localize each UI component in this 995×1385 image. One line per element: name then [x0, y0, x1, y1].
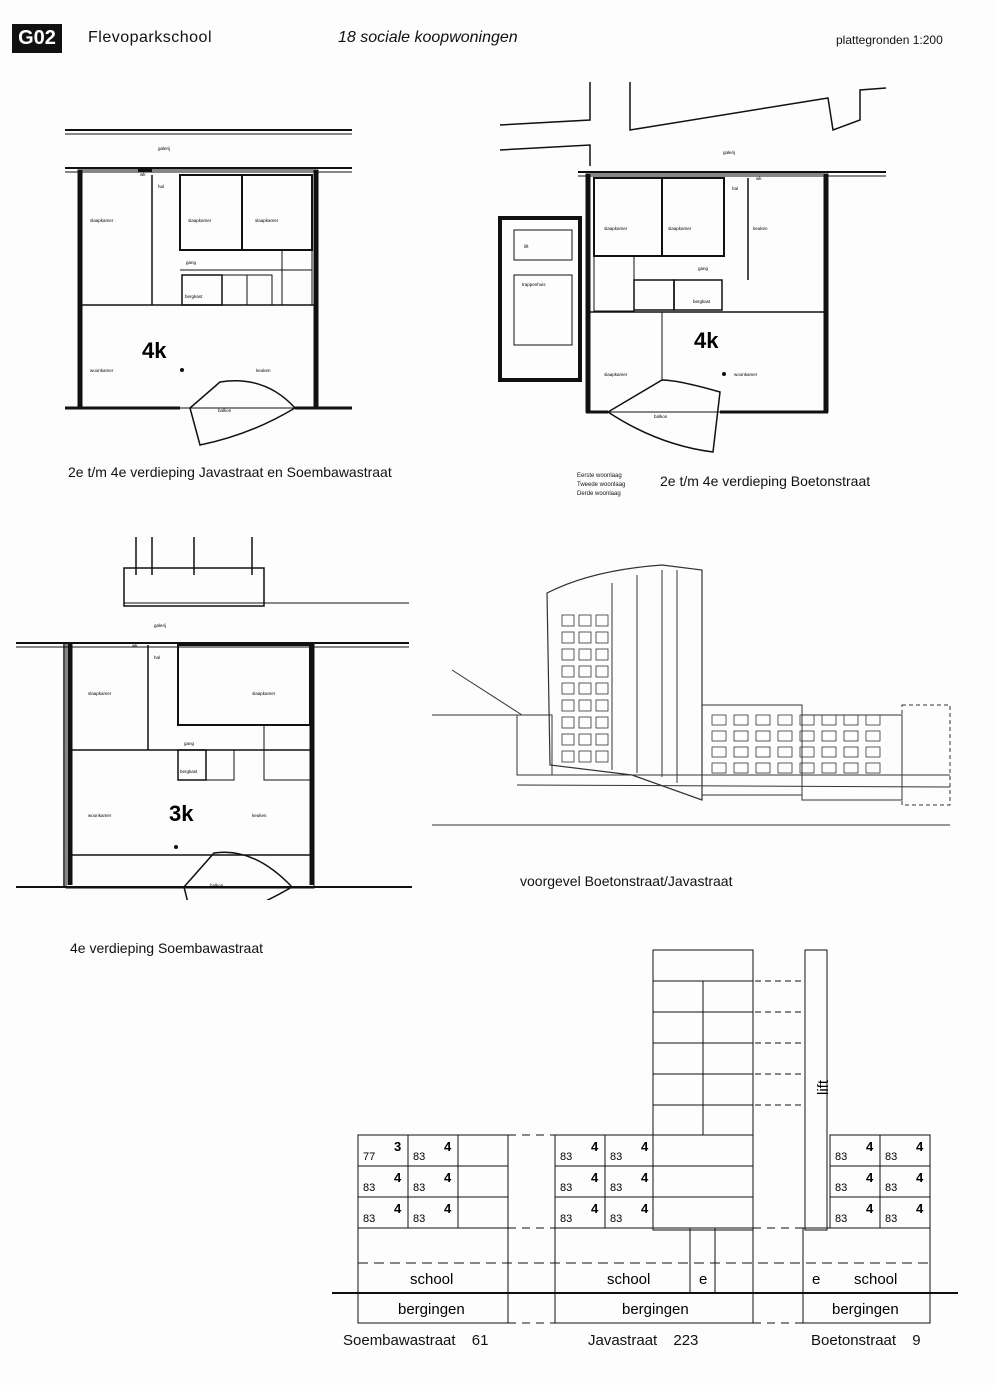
unit-rooms-boeton: 4 [916, 1201, 924, 1216]
facade-window [822, 747, 836, 757]
floor-plan-soembawastraat [14, 535, 414, 900]
facade-window [579, 649, 591, 660]
unit-area-soembawa: 77 [363, 1151, 376, 1163]
label-lift-b: lift [524, 244, 529, 249]
facade-window [866, 715, 880, 725]
label-slaapkamer-c1: slaapkamer [88, 691, 112, 696]
unit-area-soembawa: 83 [363, 1213, 376, 1225]
facade-window [596, 649, 608, 660]
label-galerij: galerij [158, 146, 171, 151]
unit-area-boeton: 83 [835, 1151, 848, 1163]
legend-item: Eerste woonlaag [577, 473, 622, 479]
unit-rooms-java: 4 [641, 1170, 649, 1185]
label-gang-b: gang [698, 266, 709, 271]
document-code-badge: G02 [12, 24, 62, 53]
label-woonkamer: woonkamer [90, 368, 114, 373]
legend-item: Tweede woonlaag [577, 482, 626, 488]
label-wk-b: wk [756, 176, 762, 181]
caption-perspective: voorgevel Boetonstraat/Javastraat [520, 873, 733, 889]
facade-window [844, 747, 858, 757]
label-bergkast: bergkast [185, 294, 203, 299]
facade-window [712, 731, 726, 741]
label-gang-c: gang [184, 741, 195, 746]
facade-window [562, 666, 574, 677]
label-keuken: keuken [256, 368, 271, 373]
street-count: 61 [471, 1332, 489, 1349]
facade-window [778, 731, 792, 741]
label-balkon-c: balkon [210, 883, 224, 888]
unit-area-soembawa: 83 [413, 1151, 426, 1163]
floor-plan-boetonstraat [498, 80, 898, 460]
section-school-java: school [607, 1271, 651, 1288]
label-slaapkamer-b1: slaapkamer [604, 226, 628, 231]
facade-window [822, 731, 836, 741]
unit-rooms-boeton: 4 [916, 1139, 924, 1154]
unit-rooms-java: 4 [591, 1170, 599, 1185]
unit-area-java: 83 [610, 1151, 623, 1163]
unit-rooms-soembawa: 4 [394, 1201, 402, 1216]
street-count: 9 [912, 1332, 921, 1349]
unit-rooms-soembawa: 3 [394, 1139, 402, 1154]
label-slaapkamer-b3: slaapkamer [604, 372, 628, 377]
label-trappenhuis-b: trappenhuis [522, 282, 546, 287]
facade-window [756, 715, 770, 725]
document-subtitle: 18 sociale koopwoningen [338, 29, 518, 46]
scale-note: plattegronden 1:200 [836, 33, 943, 47]
label-hal-b: hal [732, 186, 739, 191]
label-keuken-b: keuken [753, 226, 768, 231]
label-woonkamer-c: woonkamer [88, 813, 112, 818]
unit-area-java: 83 [560, 1151, 573, 1163]
label-woonkamer-b: woonkamer [734, 372, 758, 377]
perspective-drawing [432, 555, 952, 835]
building-section [330, 945, 960, 1370]
facade-window [822, 763, 836, 773]
unit-type-4k-b: 4k [694, 328, 719, 353]
label-slaapkamer-1: slaapkamer [90, 218, 114, 223]
street-soembawastraat [343, 1332, 488, 1349]
facade-window [734, 747, 748, 757]
unit-rooms-boeton: 4 [866, 1139, 874, 1154]
section-lift-label: lift [815, 1080, 832, 1095]
facade-window [596, 751, 608, 762]
label-balkon: balkon [218, 408, 232, 413]
facade-window [712, 763, 726, 773]
caption-plan-boetonstraat: 2e t/m 4e verdieping Boetonstraat [660, 473, 871, 489]
project-title: Flevoparkschool [88, 29, 212, 46]
unit-rooms-soembawa: 4 [444, 1170, 452, 1185]
unit-rooms-java: 4 [641, 1201, 649, 1216]
unit-area-soembawa: 83 [413, 1182, 426, 1194]
facade-window [778, 715, 792, 725]
label-balkon-b: balkon [654, 414, 668, 419]
unit-area-java: 83 [610, 1213, 623, 1225]
facade-window [579, 683, 591, 694]
facade-window [579, 717, 591, 728]
facade-window [844, 731, 858, 741]
unit-type-3k: 3k [169, 801, 194, 826]
unit-area-java: 83 [560, 1213, 573, 1225]
facade-window [756, 731, 770, 741]
facade-window [562, 734, 574, 745]
section-bergingen-soembawa: bergingen [398, 1301, 465, 1318]
caption-plan-soembawastraat: 4e verdieping Soembawastraat [70, 940, 264, 956]
label-wk-c: wk [132, 643, 138, 648]
unit-area-java: 83 [610, 1182, 623, 1194]
unit-area-boeton: 83 [885, 1213, 898, 1225]
unit-rooms-soembawa: 4 [444, 1139, 452, 1154]
facade-window [579, 632, 591, 643]
unit-rooms-java: 4 [641, 1139, 649, 1154]
label-hal-c: hal [154, 655, 161, 660]
caption-plan-javastraat: 2e t/m 4e verdieping Javastraat en Soembawastraat [68, 464, 392, 480]
label-bergkast-b: bergkast [693, 299, 711, 304]
facade-window [822, 715, 836, 725]
section-bergingen-java: bergingen [622, 1301, 689, 1318]
unit-area-java: 83 [560, 1182, 573, 1194]
facade-window [579, 700, 591, 711]
unit-type-4k: 4k [142, 338, 167, 363]
facade-window [579, 734, 591, 745]
facade-window [596, 615, 608, 626]
unit-area-soembawa: 83 [413, 1213, 426, 1225]
label-slaapkamer-c2: slaapkamer [252, 691, 276, 696]
facade-window [596, 683, 608, 694]
section-entrance-boeton: e [812, 1271, 821, 1288]
street-name: Soembawastraat [343, 1332, 456, 1349]
label-gang: gang [186, 260, 197, 265]
facade-window [596, 734, 608, 745]
unit-rooms-java: 4 [591, 1139, 599, 1154]
facade-window [844, 763, 858, 773]
facade-window [756, 763, 770, 773]
facade-window [734, 715, 748, 725]
unit-area-boeton: 83 [885, 1151, 898, 1163]
unit-area-boeton: 83 [885, 1182, 898, 1194]
unit-rooms-soembawa: 4 [394, 1170, 402, 1185]
label-hal: hal [158, 184, 165, 189]
facade-window [866, 763, 880, 773]
facade-window [596, 717, 608, 728]
unit-area-boeton: 83 [835, 1182, 848, 1194]
section-entrance-java: e [699, 1271, 708, 1288]
label-bergkast-c: bergkast [180, 769, 198, 774]
facade-window [562, 649, 574, 660]
facade-window [562, 632, 574, 643]
facade-window [562, 751, 574, 762]
facade-window [734, 731, 748, 741]
unit-area-boeton: 83 [835, 1213, 848, 1225]
label-keuken-c: keuken [252, 813, 267, 818]
facade-window [596, 700, 608, 711]
unit-rooms-boeton: 4 [916, 1170, 924, 1185]
legend-woonlagen [577, 472, 625, 499]
facade-window [579, 615, 591, 626]
street-name: Boetonstraat [811, 1332, 897, 1349]
facade-window [596, 632, 608, 643]
street-javastraat [588, 1332, 698, 1349]
unit-rooms-boeton: 4 [866, 1170, 874, 1185]
section-school-soembawa: school [410, 1271, 454, 1288]
facade-window [562, 700, 574, 711]
unit-rooms-boeton: 4 [866, 1201, 874, 1216]
facade-window [712, 747, 726, 757]
label-slaapkamer-b2: slaapkamer [668, 226, 692, 231]
unit-rooms-java: 4 [591, 1201, 599, 1216]
facade-window [844, 715, 858, 725]
label-slaapkamer-3: slaapkamer [255, 218, 279, 223]
label-galerij-b: galerij [723, 150, 736, 155]
section-school-boeton: school [854, 1271, 898, 1288]
facade-window [562, 717, 574, 728]
label-wk: wk [140, 172, 146, 177]
facade-window [756, 747, 770, 757]
facade-window [579, 666, 591, 677]
facade-window [562, 615, 574, 626]
facade-window [866, 747, 880, 757]
legend-item: Derde woonlaag [577, 491, 621, 497]
section-bergingen-boeton: bergingen [832, 1301, 899, 1318]
facade-window [579, 751, 591, 762]
unit-rooms-soembawa: 4 [444, 1201, 452, 1216]
street-boetonstraat [811, 1332, 921, 1349]
label-slaapkamer-2: slaapkamer [188, 218, 212, 223]
facade-window [734, 763, 748, 773]
floor-plan-javastraat [60, 120, 360, 460]
facade-window [562, 683, 574, 694]
facade-window [712, 715, 726, 725]
facade-window [778, 747, 792, 757]
facade-window [866, 731, 880, 741]
facade-window [778, 763, 792, 773]
street-name: Javastraat [588, 1332, 658, 1349]
unit-area-soembawa: 83 [363, 1182, 376, 1194]
label-galerij-c: galerij [154, 623, 167, 628]
street-count: 223 [673, 1332, 699, 1349]
facade-window [596, 666, 608, 677]
